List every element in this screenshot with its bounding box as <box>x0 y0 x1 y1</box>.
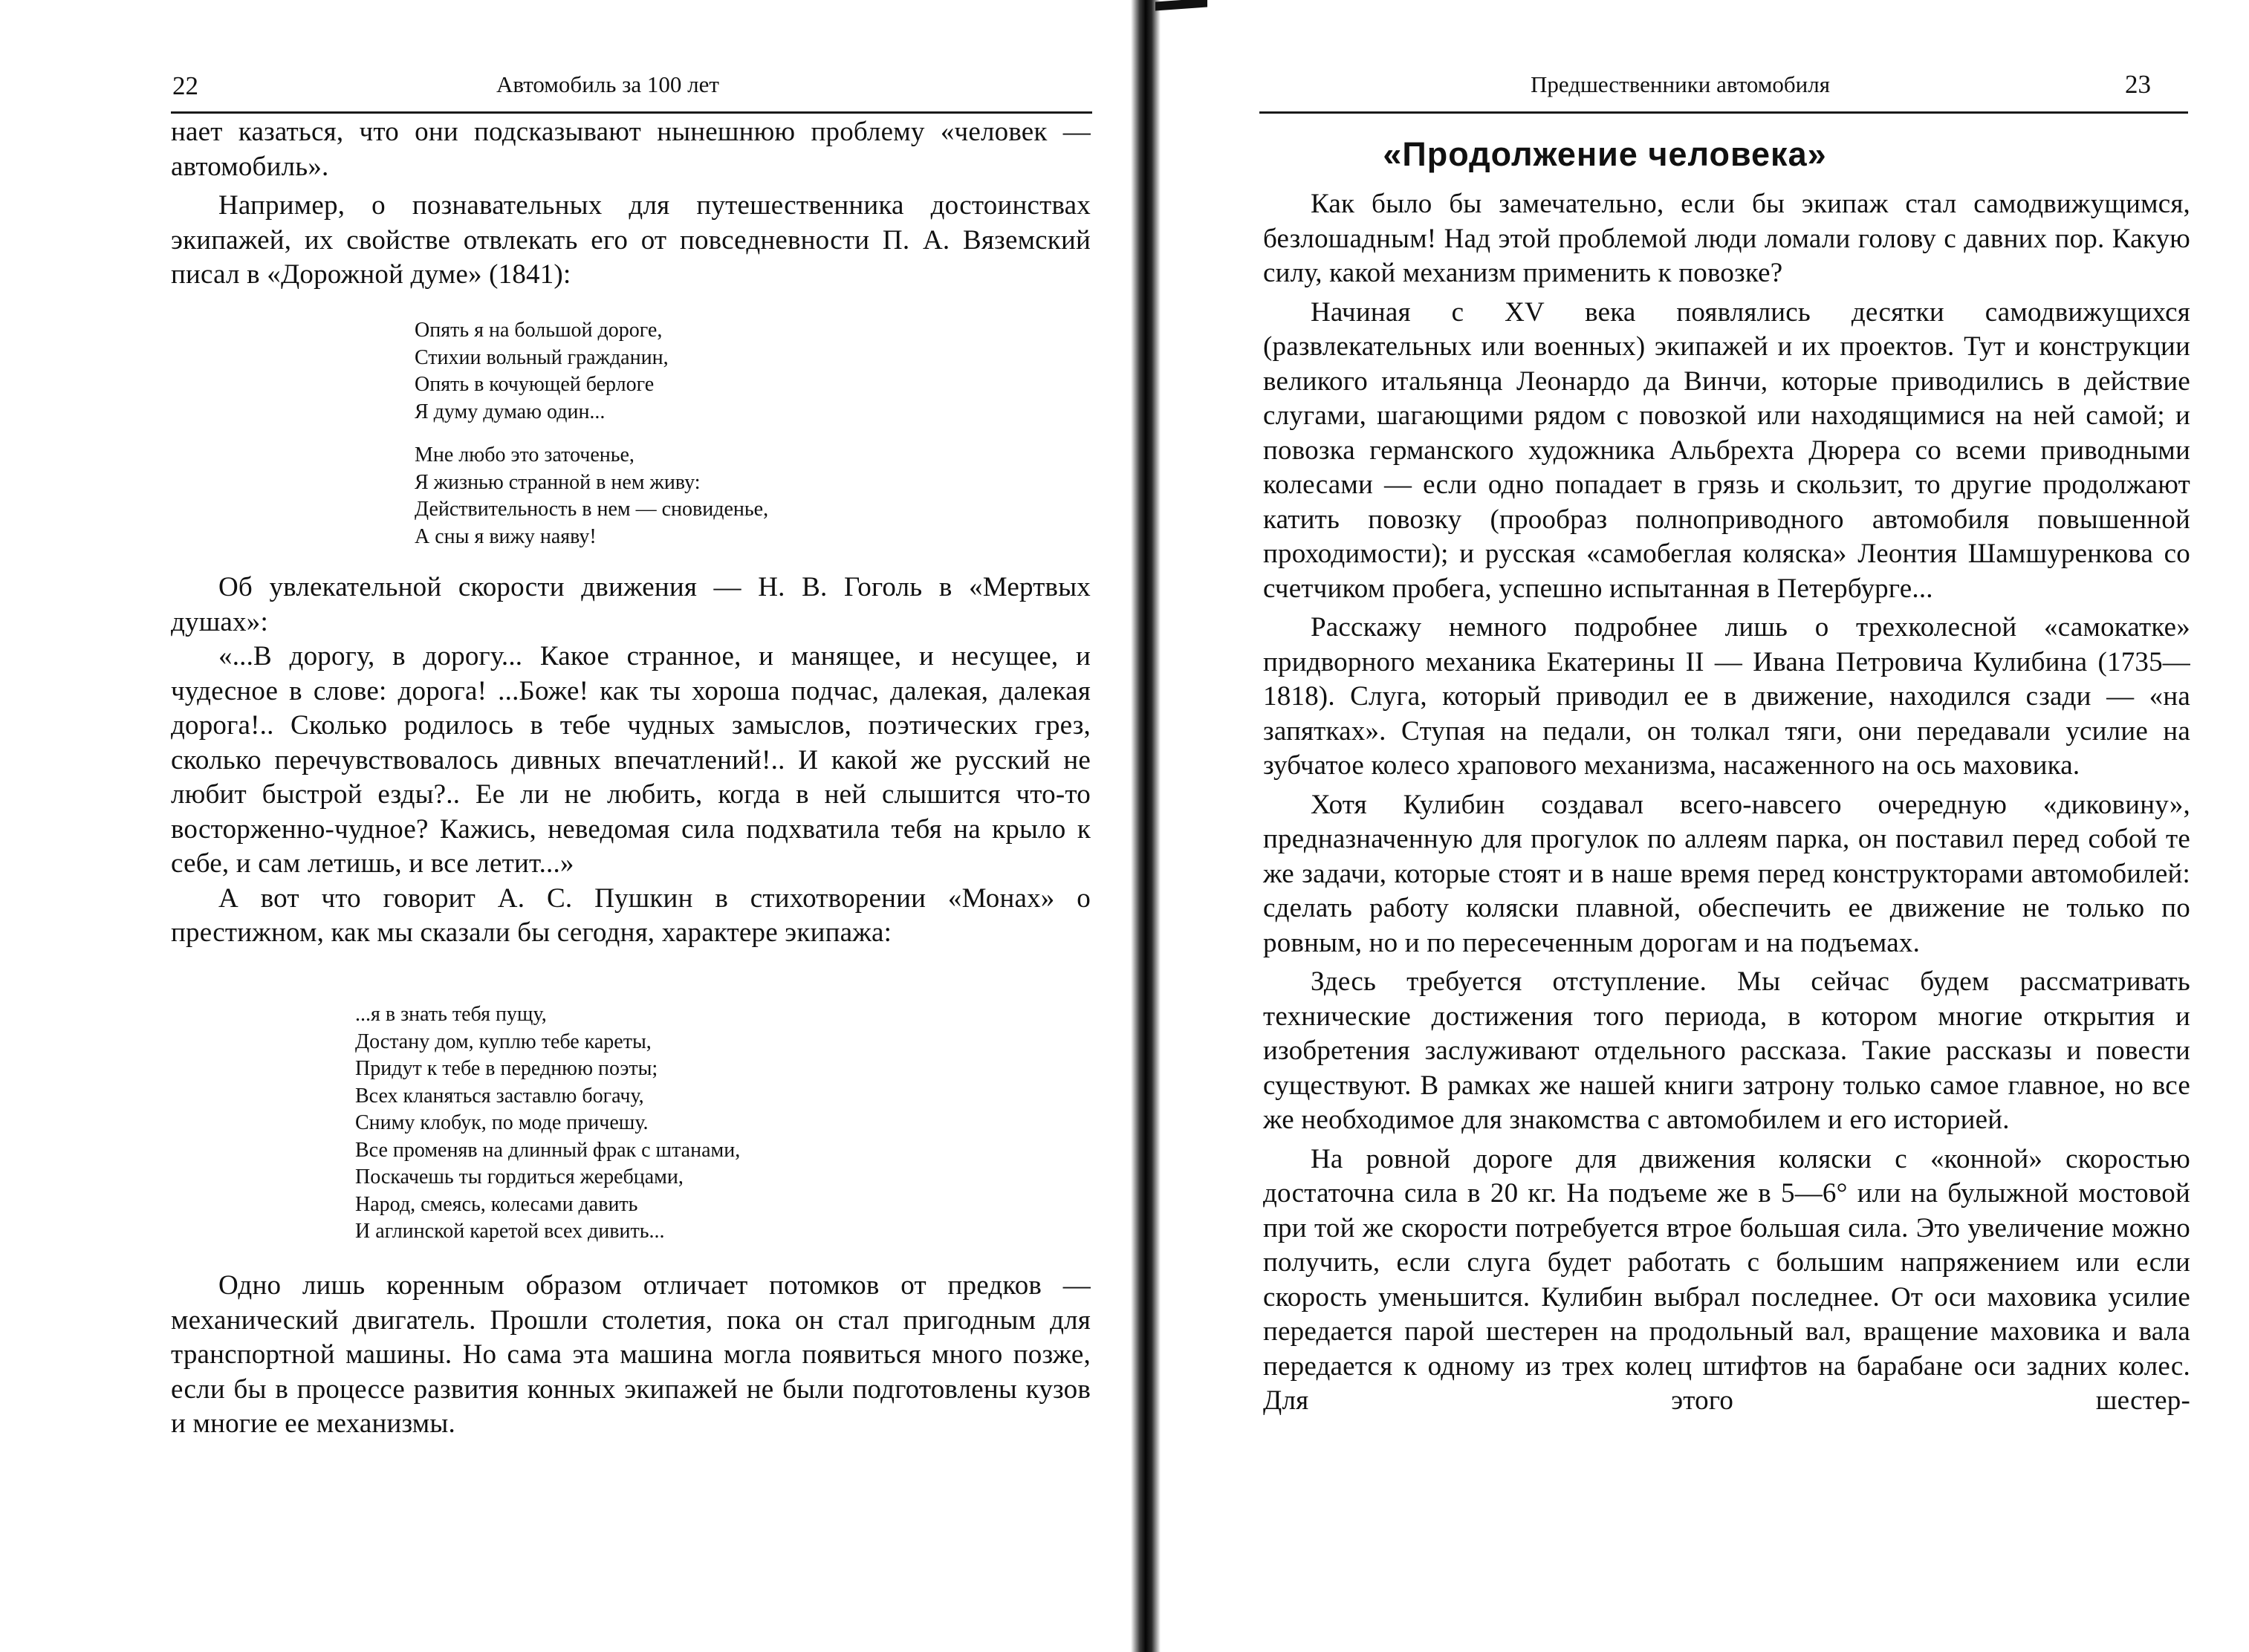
verse-line: Действительность в нем — сновиденье, <box>415 498 769 521</box>
paragraph: Хотя Кулибин создавал всего-навсего очередную «диковину», предназначенную для прогулок по аллеям парка, он поставил перед собой те же задачи, которые стоят и в наше время перед конструкторами автомобилей: сделать работу коляски плавной, обеспечить ее движение не только по ровным, но и по пересеченным дорогам и на подъемах. <box>1263 789 2190 958</box>
page-number: 22 <box>172 71 198 100</box>
paragraph: Об увлекательной скорости движения — Н. В. Гоголь в «Мертвых душах»: <box>171 572 1091 637</box>
header-rule <box>171 111 1092 114</box>
verse-line: Я думу думаю один... <box>415 400 606 423</box>
paragraph: А вот что говорит А. С. Пушкин в стихотворении «Монах» о престижном, как мы сказали бы сегодня, характере экипажа: <box>171 882 1091 948</box>
verse-line: Мне любо это заточенье, <box>415 443 635 466</box>
paragraph: Начиная с XV века появлялись десятки самодвижущихся (развлекательных или военных) экипажей и их проектов. Тут и конструкции великого итальянца Леонардо да Винчи, которые приводились в действие слугами, шагающими рядом с повозкой или находящимися на ней самой; и повозка германского художника Альбрехта Дюрера со всеми приводными колесами — если одно попадает в грязь и скользит, то другие продолжают катить повозку (прообраз полноприводного автомобиля повышенной проходимости); и русская «самобеглая коляска» Леонтия Шамшуренкова со счетчиком пробега, успешно испытанная в Петербурге... <box>1263 296 2190 604</box>
poem-vyazemsky <box>415 317 768 550</box>
text-block-top <box>171 115 1091 293</box>
right-page <box>1152 0 2249 1652</box>
paragraph: Например, о познавательных для путешественника достоинствах экипажей, их свойстве отвлекать его от повседневности П. А. Вяземский писал в «Дорожной думе» (1841): <box>171 190 1091 290</box>
verse-line: ...я в знать тебя пущу, <box>355 1003 547 1026</box>
verse-line: Достану дом, куплю тебе кареты, <box>355 1030 652 1053</box>
verse-line: Опять я на большой дороге, <box>415 319 663 342</box>
verse-line: Опять в кочующей берлоге <box>415 373 655 396</box>
paragraph: Как было бы замечательно, если бы экипаж стал самодвижущимся, безлошадным! Над этой проблемой люди ломали голову с давних пор. Какую силу, какой механизм применить к повозке? <box>1263 189 2190 288</box>
quotation: «...В дорогу, в дорогу... Какое странное, и манящее, и несущее, и чудесное в слове: дорога! ...Боже! как ты хороша подчас, далекая, далекая дорога!.. Сколько родилось в тебе чудных замыслов, поэтических грез, сколько перечувствовалось дивных впечатлений!.. И какой же русский не любит быстрой езды?.. Ее ли не любить, когда в ней слышится что-то восторженно-чудное? Кажись, неведомая сила подхватила тебя на крыло к себе, и сам летишь, и все летит...» <box>171 641 1091 879</box>
paragraph: Расскажу немного подробнее лишь о трехколесной «самокатке» придворного механика Екатерины II — Ивана Петровича Кулибина (1735—1818). Слуга, который приводил ее в движение, находился сзади — «на запятках». Ступая на педали, он толкал тяги, они передавали усилие на зубчатое колесо храпового механизма, насаженного на ось маховика. <box>1263 612 2190 781</box>
verse-line: А сны я вижу наяву! <box>415 524 597 548</box>
paragraph: Одно лишь коренным образом отличает потомков от предков — механический двигатель. Прошли столетия, пока он стал пригодным для транспортной машины. Но сама эта машина могла появиться много позже, если бы в процессе развития конных экипажей не были подготовлены кузов и многие ее механизмы. <box>171 1270 1091 1439</box>
paragraph: нает казаться, что они подсказывают нынешнюю проблему «человек — автомобиль». <box>171 117 1091 182</box>
page-number: 23 <box>2125 70 2151 99</box>
running-head: Автомобиль за 100 лет <box>496 71 719 97</box>
verse-line: И аглинской каретой всех дивить... <box>355 1220 665 1243</box>
text-block-bottom <box>171 1269 1091 1442</box>
header-rule <box>1259 111 2188 114</box>
poem-pushkin <box>355 1001 740 1246</box>
paragraph: Здесь требуется отступление. Мы сейчас будем рассматривать технические достижения того периода, в котором многие открытия и изобретения заслуживают отдельного рассказа. Такие рассказы и повести существуют. В рамках же нашей книги затрону только самое главное, но все же необходимое для знакомства с автомобилем и его историей. <box>1263 966 2190 1135</box>
verse-line: Я жизнью странной в нем живу: <box>415 470 701 494</box>
verse-line: Поскачешь ты гордиться жеребцами, <box>355 1165 684 1188</box>
verse-line: Все променяв на длинный фрак с штанами, <box>355 1138 741 1162</box>
running-head: Предшественники автомобиля <box>1531 71 1830 97</box>
verse-line: Народ, смеясь, колесами давить <box>355 1192 638 1216</box>
text-block-middle <box>171 570 1091 951</box>
verse-line: Придут к тебе в переднюю поэты; <box>355 1057 658 1080</box>
section-title: «Продолжение человека» <box>1383 135 1827 173</box>
text-column <box>1263 187 2190 1419</box>
paragraph: На ровной дороге для движения коляски с «конной» скоростью достаточна сила в 20 кг. На подъеме же в 5—6° или на булыжной мостовой при той же скорости потребуется втрое большая сила. Это увеличение можно получить, если слуга будет работать с большим напряжением или если скорость уменьшится. Кулибин выбрал последнее. От оси маховика усилие передается парой шестерен на продольный вал, вращение маховика и вала передается к одному из трех колец штифтов на барабане оси задних колес. Для этого шестер- <box>1263 1143 2190 1416</box>
verse-line: Сниму клобук, по моде причешу. <box>355 1111 649 1134</box>
verse-line: Всех кланяться заставлю богачу, <box>355 1084 644 1108</box>
verse-line: Стихии вольный гражданин, <box>415 345 669 369</box>
